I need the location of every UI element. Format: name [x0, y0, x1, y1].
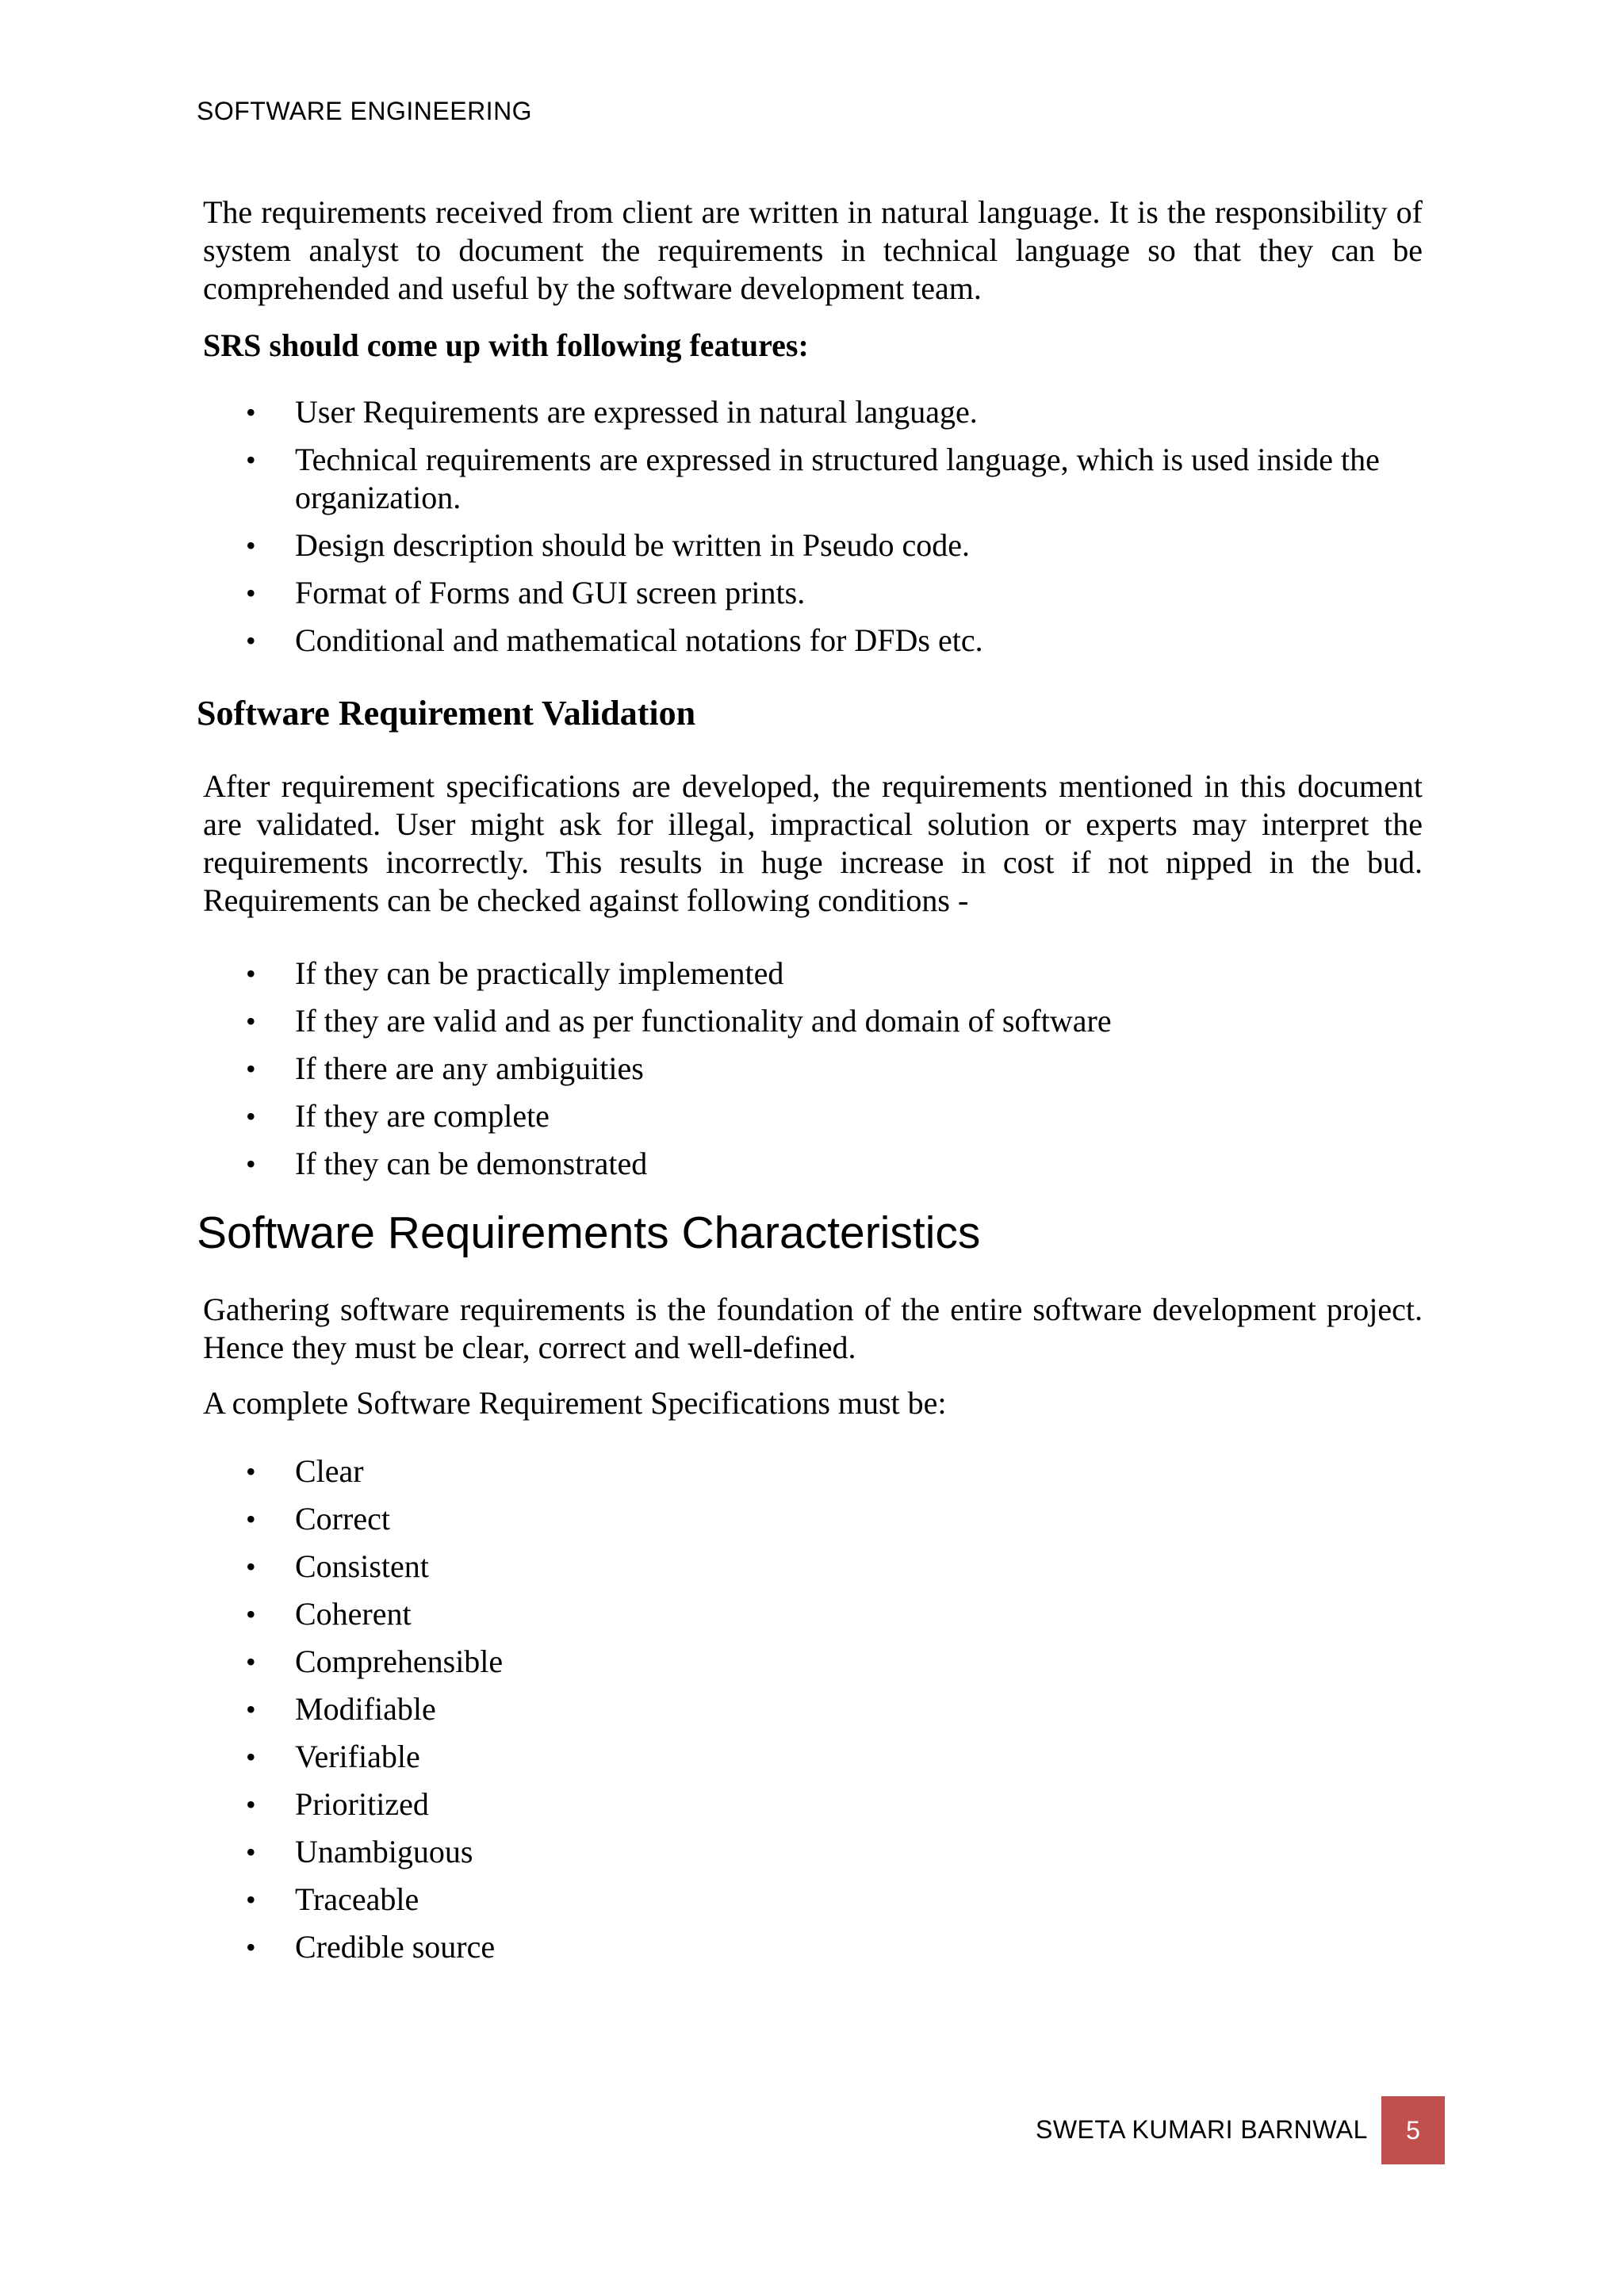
bullet-icon: •: [246, 1100, 256, 1132]
bullet-icon: •: [246, 1693, 256, 1725]
characteristics-heading: Software Requirements Characteristics: [197, 1207, 981, 1258]
bullet-icon: •: [246, 1836, 256, 1868]
list-item: • Verifiable: [246, 1739, 420, 1774]
page-content: [197, 193, 1423, 1976]
bullet-icon: •: [246, 1598, 256, 1630]
list-item: • Conditional and mathematical notations for DFDs etc.: [246, 622, 983, 658]
list-item: • Credible source: [246, 1929, 496, 1965]
list-item: • Traceable: [246, 1881, 419, 1917]
bullet-icon: •: [246, 958, 256, 989]
bullet-icon: •: [246, 1503, 256, 1535]
characteristics-lead: A complete Software Requirement Specifications must be:: [203, 1385, 947, 1421]
bullet-icon: •: [246, 1053, 256, 1085]
page-number-badge: 5: [1381, 2096, 1445, 2164]
list-item: • Modifiable: [246, 1691, 436, 1727]
bullet-icon: •: [246, 625, 256, 656]
srs-features-list: [203, 393, 1423, 660]
bullet-icon: •: [246, 1646, 256, 1678]
list-item: • Consistent: [246, 1548, 429, 1584]
list-item: • Comprehensible: [246, 1644, 504, 1679]
list-item: • If they are valid and as per functionality and domain of software: [246, 1003, 1112, 1039]
list-item: • User Requirements are expressed in natural language.: [246, 394, 978, 430]
list-item: • Clear: [246, 1453, 364, 1489]
list-item: • If they can be practically implemented: [246, 955, 784, 991]
validation-heading: Software Requirement Validation: [197, 694, 696, 733]
list-item: • Coherent: [246, 1596, 412, 1632]
list-item: • Technical requirements are expressed in structured language, which is used inside the organization.: [246, 442, 1380, 515]
footer-author: SWETA KUMARI BARNWAL: [1036, 2115, 1368, 2144]
list-item: • If they can be demonstrated: [246, 1146, 648, 1181]
srs-features-label: SRS should come up with following features:: [203, 327, 809, 363]
bullet-icon: •: [246, 444, 256, 476]
list-item: • Unambiguous: [246, 1834, 473, 1869]
bullet-icon: •: [246, 1741, 256, 1773]
validation-conditions-list: [203, 955, 1423, 1183]
list-item: • Prioritized: [246, 1786, 429, 1822]
bullet-icon: •: [246, 1005, 256, 1037]
bullet-icon: •: [246, 396, 256, 428]
list-item: • If there are any ambiguities: [246, 1050, 644, 1086]
characteristics-list: [203, 1452, 1423, 1966]
running-header: SOFTWARE ENGINEERING: [197, 97, 533, 125]
characteristics-paragraph: Gathering software requirements is the foundation of the entire software development project. Hence they must be clear, correct and well-defined.: [203, 1292, 1423, 1365]
bullet-icon: •: [246, 1551, 256, 1582]
intro-paragraph: The requirements received from client are written in natural language. It is the responsibility of system analyst to document the requirements in technical language so that they can be comprehended and useful by the software development team.: [203, 194, 1423, 306]
list-item: • If they are complete: [246, 1098, 550, 1134]
validation-paragraph: After requirement specifications are developed, the requirements mentioned in this document are validated. User might ask for illegal, impractical solution or experts may interpret the requirements incorrectly. This results in huge increase in cost if not nipped in the bud. Requirements can be checked against following conditions -: [203, 768, 1423, 918]
bullet-icon: •: [246, 1148, 256, 1180]
bullet-icon: •: [246, 1789, 256, 1820]
list-item: • Correct: [246, 1501, 390, 1536]
bullet-icon: •: [246, 1456, 256, 1487]
list-item: • Design description should be written in Pseudo code.: [246, 527, 970, 563]
bullet-icon: •: [246, 577, 256, 609]
bullet-icon: •: [246, 1884, 256, 1915]
bullet-icon: •: [246, 1931, 256, 1963]
list-item: • Format of Forms and GUI screen prints.: [246, 575, 806, 610]
bullet-icon: •: [246, 530, 256, 561]
